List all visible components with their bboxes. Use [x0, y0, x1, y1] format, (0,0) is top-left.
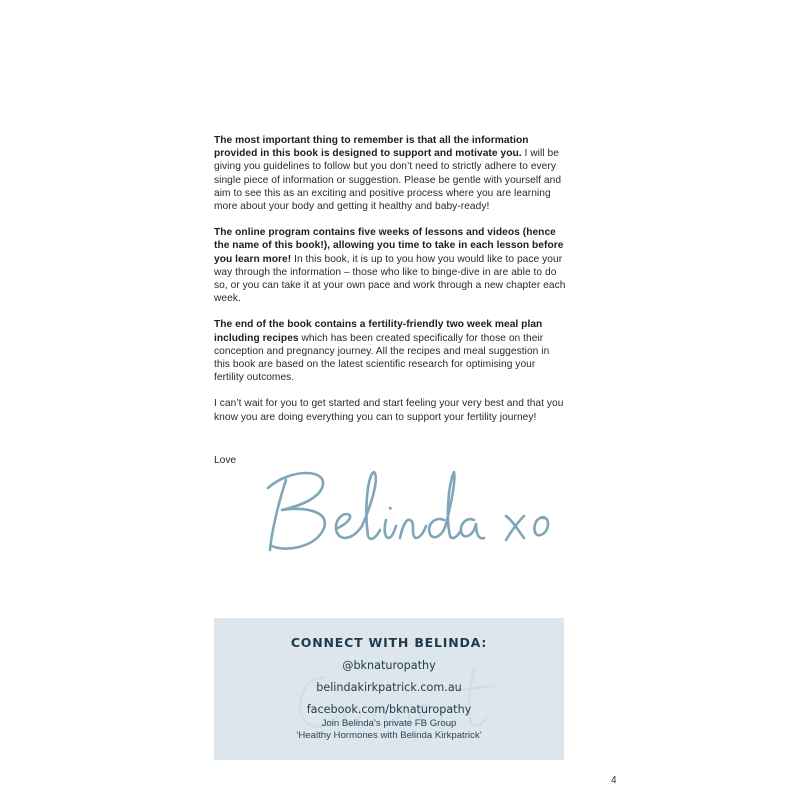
paragraph-closing — [214, 397, 566, 423]
paragraph-meal-plan — [214, 318, 566, 384]
website-link[interactable]: belindakirkpatrick.com.au — [316, 681, 462, 694]
body-text — [214, 134, 566, 437]
closing-love: Love — [214, 455, 237, 466]
paragraph-meal-plan-bold: The end of the book contains a fertility-friendly two week meal plan including recipes — [214, 319, 543, 344]
handwritten-signature — [260, 458, 560, 568]
paragraph-online-program-text: In this book, it is up to you how you would like to pace your way through the information – those who like to binge-dive in are able to do so, or you can take it at your own pace and work through a new chapter each week. — [214, 253, 566, 305]
fb-group-intro: Join Belinda’s private FB Group — [321, 718, 457, 729]
fb-group-name: ‘Healthy Hormones with Belinda Kirkpatrick’ — [296, 730, 482, 741]
instagram-handle-link[interactable]: @bknaturopathy — [342, 659, 436, 672]
paragraph-support — [214, 134, 566, 213]
page-number: 4 — [611, 775, 617, 786]
paragraph-closing-text: I can’t wait for you to get started and start feeling your very best and that you know you are doing everything you can to support your fertility journey! — [214, 398, 564, 423]
paragraph-support-text: I will be giving you guidelines to follow but you don’t need to strictly adhere to every single piece of information or suggestion. Please be gentle with yourself and aim to see this as an exciting and positive process where you are learning more about your body and getting it healthy and baby-ready! — [214, 148, 562, 213]
paragraph-meal-plan-text: which has been created specifically for those on their conception and pregnancy journey. All the recipes and meal suggestion in this book are based on the latest scientific research for optimising your fertility outcomes. — [214, 332, 550, 384]
connect-title: CONNECT WITH BELINDA: — [290, 635, 488, 650]
connect-content — [214, 618, 564, 742]
paragraph-online-program — [214, 226, 566, 305]
signature-drawing — [260, 458, 560, 568]
paragraph-support-bold: The most important thing to remember is that all the information provided in this book is designed to support and motivate you. — [214, 135, 529, 160]
paragraph-online-program-bold: The online program contains five weeks of lessons and videos (hence the name of this book!), allowing you time to take in each lesson before you learn more! — [214, 227, 564, 265]
connect-panel — [214, 618, 564, 760]
facebook-link[interactable]: facebook.com/bknaturopathy — [306, 703, 472, 716]
